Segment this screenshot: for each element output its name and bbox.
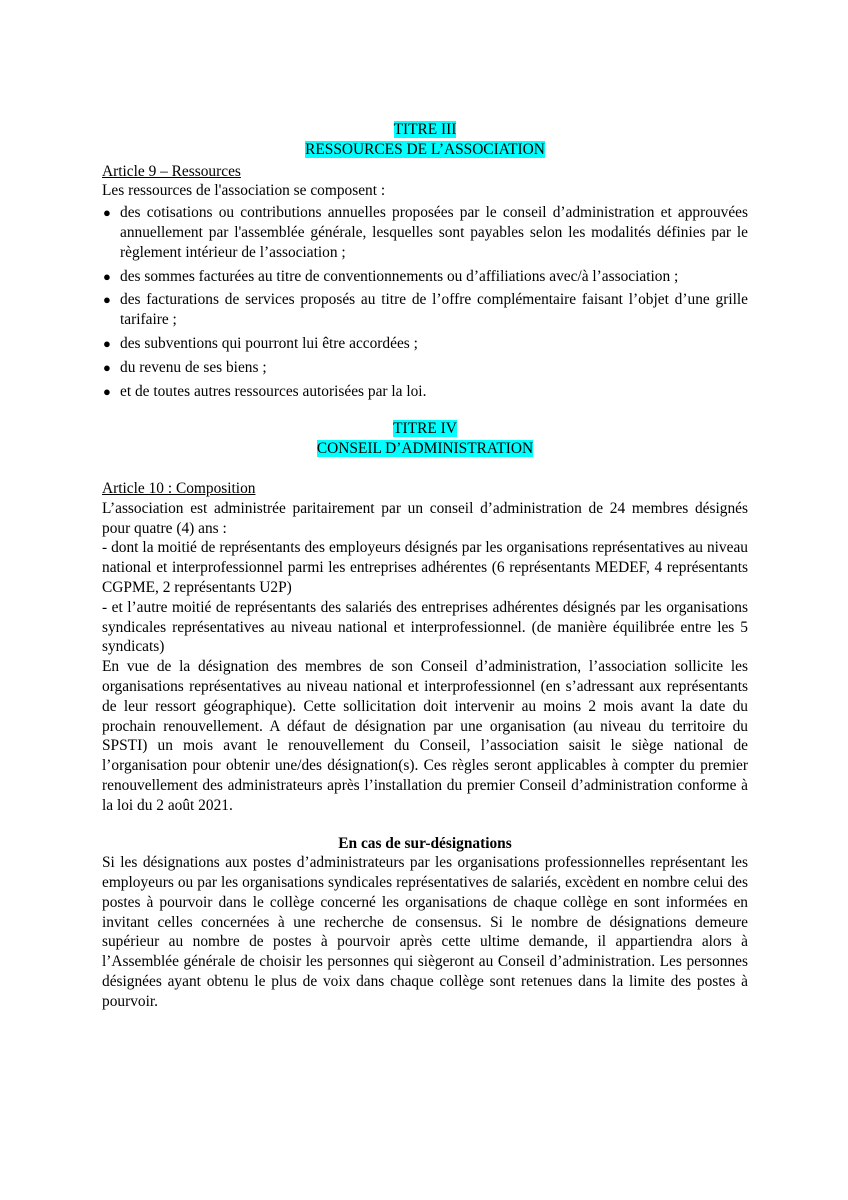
sur-designations-heading: En cas de sur-désignations	[338, 834, 512, 852]
bullet-icon: ●	[103, 335, 111, 351]
bullet-icon: ●	[103, 383, 111, 399]
document-body	[102, 120, 748, 1012]
bullet-icon: ●	[103, 292, 111, 308]
titre-iv-block	[102, 419, 748, 459]
bullet-icon: ●	[103, 205, 111, 221]
bullet-icon: ●	[103, 359, 111, 375]
article-10-paragraph: - et l’autre moitié de représentants des salariés des entreprises adhérentes désignés par les organisations syndicales représentatives au niveau national et interprofessionnel. (de manière équilibrée entre les 5 syndicats)	[102, 598, 748, 656]
list-item: ● du revenu de ses biens ;	[103, 358, 267, 376]
list-item: ● des sommes facturées au titre de conventionnements ou d’affiliations avec/à l’association ;	[103, 267, 679, 285]
article-10	[102, 479, 748, 816]
titre-iii-block	[102, 120, 748, 160]
article-10-paragraph: - dont la moitié de représentants des employeurs désignés par les organisations représentatives au niveau national et interprofessionnel parmi les entreprises adhérentes (6 représentants MEDEF, 4 représentants CGPME, 2 représentants U2P)	[102, 539, 748, 596]
list-item: ● et de toutes autres ressources autorisées par la loi.	[103, 382, 427, 400]
article-9-intro: Les ressources de l'association se composent :	[102, 182, 386, 200]
bullet-icon: ●	[103, 268, 111, 284]
article-10-heading: Article 10 : Composition	[102, 479, 256, 497]
list-item: ● des subventions qui pourront lui être accordées ;	[103, 334, 418, 352]
sur-designations-text: Si les désignations aux postes d’administrateurs par les organisations professionnelles représentant les employeurs ou par les organisations syndicales représentatives de salariés, excèdent en nombre celui des postes à pourvoir dans le collège concerné les organisations de chaque collège en sont informées en invitant celles concernées à une recherche de consensus. Si le nombre de désignations demeure supérieur au nombre de postes à pourvoir après cette ultime demande, il appartiendra alors à l’Assemblée générale de choisir les personnes qui siègeront au Conseil d’administration. Les personnes désignées ayant obtenu le plus de voix dans chaque collège sont retenues dans la limite des postes à pourvoir.	[102, 854, 748, 1010]
article-10-paragraph: En vue de la désignation des membres de son Conseil d’administration, l’association sollicite les organisations représentatives au niveau national et interprofessionnel (en s’adressant aux représentants de leur ressort géographique). Cette sollicitation doit intervenir au moins 2 mois avant la date du prochain renouvellement. A défaut de désignation par une organisation (au niveau du territoire du SPSTI) un mois avant le renouvellement du Conseil, l’association saisit le siège national de l’organisation pour obtenir une/des désignation(s). Ces règles seront applicables à compter du premier renouvellement des administrateurs après l’installation du premier Conseil d’administration conforme à la loi du 2 août 2021.	[102, 658, 748, 814]
list-item: ● des facturations de services proposés au titre de l’offre complémentaire faisant l’objet d’une grille tarifaire ;	[103, 291, 748, 329]
article-10-paragraph: L’association est administrée paritairement par un conseil d’administration de 24 membres désignés pour quatre (4) ans :	[102, 499, 748, 537]
titre-iii-title: TITRE III	[393, 121, 457, 138]
titre-iv-title: TITRE IV	[393, 420, 457, 438]
sur-designations-section	[102, 834, 748, 1012]
article-9-heading: Article 9 – Ressources	[102, 162, 241, 180]
titre-iii-subtitle: RESSOURCES DE L’ASSOCIATION	[305, 140, 545, 158]
titre-iv-subtitle: CONSEIL D’ADMINISTRATION	[316, 440, 534, 458]
resources-list	[102, 203, 748, 401]
list-item: ● des cotisations ou contributions annuelles proposées par le conseil d’administration et approuvées annuellement par l'assemblée générale, lesquelles sont payables selon les modalités définies par le règlement intérieur de l’association ;	[103, 204, 748, 261]
article-9	[102, 162, 748, 402]
